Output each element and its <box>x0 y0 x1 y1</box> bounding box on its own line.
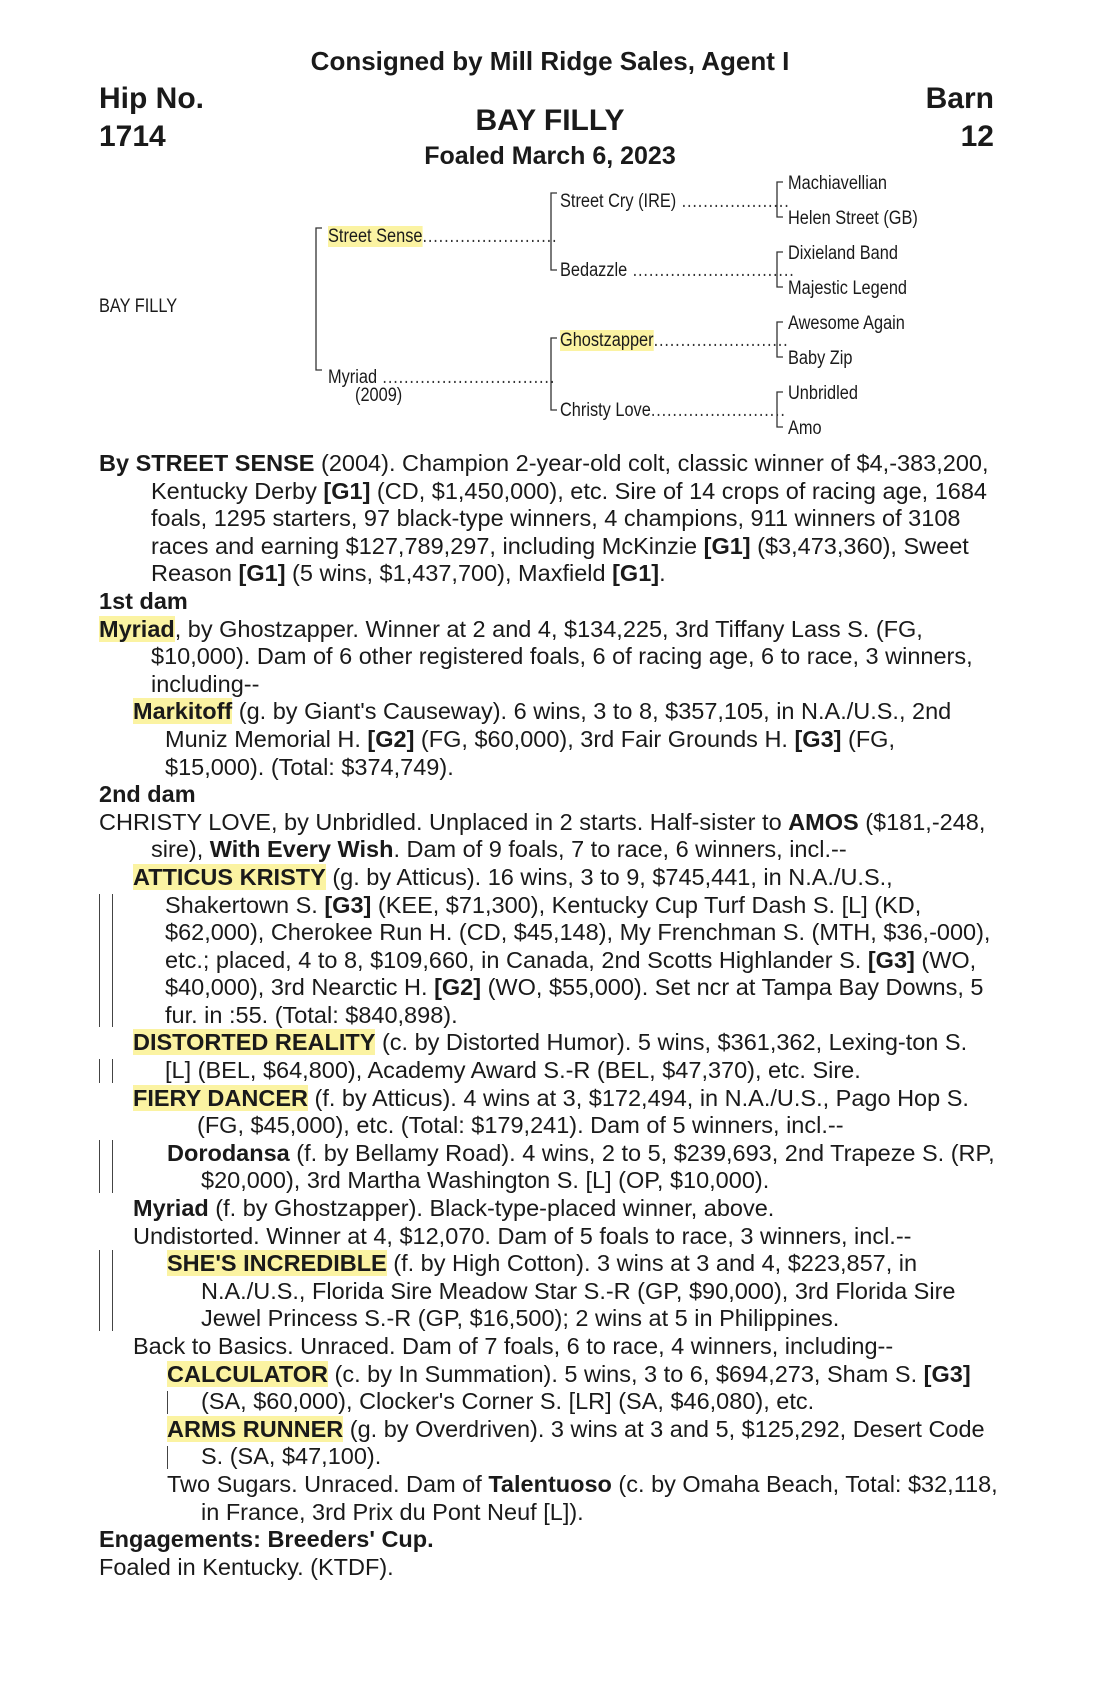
produce-atticus-kristy: ATTICUS KRISTY (g. by Atticus). 16 wins, 3 to 9, $745,441, in N.A./U.S., Shakertown S. [G3] (KEE, $71,300), Kentucky Cup Turf Dash S. [L] (KD, $62,000), Cherokee Run H. (CD, $45,148), My Frenchman S. (MTH, $36,-000), etc.; placed, 4 to 8, $109,660, in Canada, 2nd Scotts Highlander S. [G3] (WO, $40,000), 3rd Nearctic H. [G2] (WO, $55,000). Set ncr at Tampa Bay Downs, 5 fur. in :55. (Total: $840,898). <box>133 864 999 1030</box>
produce-two-sugars: Two Sugars. Unraced. Dam of Talentuoso (c. by Omaha Beach, Total: $32,118, in France, 3rd Prix du Pont Neuf [L]). <box>167 1470 998 1525</box>
produce-distorted-reality: DISTORTED REALITY (c. by Distorted Humor). 5 wins, $361,362, Lexing-ton S. [L] (BEL, $64,800), Academy Award S.-R (BEL, $47,370), etc. Sire. <box>133 1029 999 1084</box>
produce-back-to-basics: Back to Basics. Unraced. Dam of 7 foals, 6 to race, 4 winners, including-- <box>133 1333 894 1359</box>
pedigree-sire-sire: Street Cry (IRE) .................... <box>560 191 790 212</box>
pedigree-g5: Awesome Again <box>788 313 905 334</box>
foal-marker <box>167 1391 170 1414</box>
barn-number: 12 <box>960 120 994 153</box>
foaled-date: Foaled March 6, 2023 <box>424 142 676 170</box>
pedigree-g7: Unbridled <box>788 383 858 404</box>
foal-marker <box>99 894 113 1028</box>
sire-name: Street Sense <box>328 226 423 247</box>
pedigree-dam-dam: Christy Love......................... <box>560 400 786 421</box>
dam-name: Myriad <box>328 367 378 388</box>
consignor-line: Consigned by Mill Ridge Sales, Agent I <box>310 46 790 76</box>
second-dam-paragraph: CHRISTY LOVE, by Unbridled. Unplaced in 2 starts. Half-sister to AMOS ($181,-248, sire), With Every Wish. Dam of 9 foals, 7 to race, 6 winners, incl.-- <box>99 808 986 863</box>
pedigree-g4: Majestic Legend <box>788 278 908 299</box>
foal-marker <box>99 1059 113 1082</box>
engagements: Engagements: Breeders' Cup. <box>99 1526 434 1553</box>
pedigree-g3: Dixieland Band <box>788 243 898 264</box>
produce-undistorted: Undistorted. Winner at 4, $12,070. Dam of 5 foals to race, 3 winners, incl.-- <box>133 1222 912 1249</box>
foaled-in: Foaled in Kentucky. (KTDF). <box>99 1553 394 1580</box>
first-dam-label: 1st dam <box>99 587 188 614</box>
pedigree-sire-dam: Bedazzle .............................. <box>560 260 795 281</box>
pedigree-sire: Street Sense......................... <box>328 226 558 247</box>
second-dam-label: 2nd dam <box>99 781 196 808</box>
produce-markitoff: Markitoff (g. by Giant's Causeway). 6 wins, 3 to 8, $357,105, in N.A./U.S., 2nd Muniz Memorial H. [G2] (FG, $60,000), 3rd Fair Grounds H. [G3] (FG, $15,000). (Total: $374,749). <box>133 698 952 780</box>
barn-label: Barn <box>925 82 994 115</box>
pedigree-g8: Amo <box>788 418 822 439</box>
produce-shes-incredible: SHE'S INCREDIBLE (f. by High Cotton). 3 wins at 3 and 4, $223,857, in N.A./U.S., Florida Sire Meadow Star S.-R (GP, $90,000), 3rd Florida Sire Jewel Princess S.-R (GP, $16,500); 2 wins at 5 in Philippines. <box>167 1250 999 1333</box>
foal-marker <box>99 1140 113 1193</box>
pedigree-dam: Myriad ................................ <box>328 367 556 388</box>
pedigree-g2: Helen Street (GB) <box>788 208 918 229</box>
sire-paragraph: By STREET SENSE (2004). Champion 2-year-old colt, classic winner of $4,-383,200, Kentucky Derby [G1] (CD, $1,450,000), etc. Sire of 14 crops of racing age, 1684 foals, 1295 starters, 97 black-type winners, 4 champions, 911 winners of 3108 races and earning $127,789,297, including McKinzie [G1] ($3,473,360), Sweet Reason [G1] (5 wins, $1,437,700), Maxfield [G1]. <box>99 450 989 587</box>
foal-marker <box>167 1446 170 1469</box>
produce-calculator: CALCULATOR (c. by In Summation). 5 wins, 3 to 6, $694,273, Sham S. [G3] (SA, $60,000), Clocker's Corner S. [LR] (SA, $46,080), etc. <box>167 1360 971 1415</box>
produce-fiery-dancer: FIERY DANCER (f. by Atticus). 4 wins at 3, $172,494, in N.A./U.S., Pago Hop S. (FG, $45,000), etc. (Total: $179,241). Dam of 5 winners, incl.-- <box>133 1084 969 1139</box>
foal-marker <box>99 1250 113 1331</box>
pedigree-g6: Baby Zip <box>788 348 853 369</box>
produce-arms-runner: ARMS RUNNER (g. by Overdriven). 3 wins at 3 and 5, $125,292, Desert Code S. (SA, $47,100). <box>167 1415 985 1470</box>
produce-dorodansa: Dorodansa (f. by Bellamy Road). 4 wins, 2 to 5, $239,693, 2nd Trapeze S. (RP, $20,000), 3rd Martha Washington S. [L] (OP, $10,000). <box>167 1140 999 1195</box>
hip-label: Hip No. <box>99 82 204 115</box>
pedigree-g1: Machiavellian <box>788 173 888 194</box>
page-title: BAY FILLY <box>475 104 625 137</box>
catalog-body <box>99 450 999 1581</box>
hip-number: 1714 <box>99 120 166 153</box>
pedigree-subject: BAY FILLY <box>99 296 178 317</box>
pedigree-dam-year: (2009) <box>355 385 403 406</box>
first-dam-paragraph: Myriad, by Ghostzapper. Winner at 2 and 4, $134,225, 3rd Tiffany Lass S. (FG, $10,000). Dam of 6 other registered foals, 6 of racing age, 6 to race, 3 winners, including-- <box>99 615 973 697</box>
pedigree-dam-sire: Ghostzapper......................... <box>560 330 789 351</box>
fiery-dancer-group <box>99 1085 999 1195</box>
produce-myriad: Myriad (f. by Ghostzapper). Black-type-placed winner, above. <box>133 1195 775 1222</box>
